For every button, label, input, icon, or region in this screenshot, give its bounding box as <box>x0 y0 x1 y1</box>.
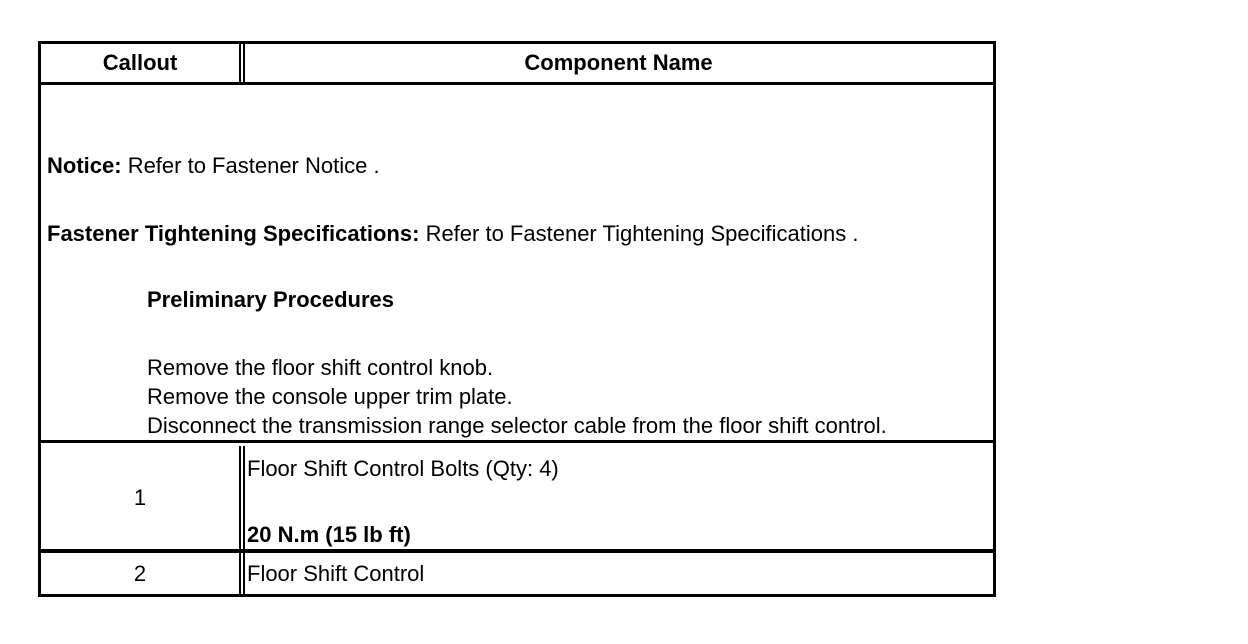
header-component-name: Component Name <box>524 50 713 75</box>
column-divider <box>239 446 241 594</box>
row-torque-spec: 20 N.m (15 lb ft) <box>247 522 411 547</box>
step-item: Remove the floor shift control knob. <box>147 355 494 380</box>
notes-block <box>41 85 993 443</box>
notice-line <box>47 153 380 179</box>
step-item: Remove the console upper trim plate. <box>147 384 513 409</box>
notice-label: Notice: <box>47 153 122 178</box>
spec-line <box>47 221 858 247</box>
header-callout: Callout <box>102 50 178 75</box>
notice-text: Refer to Fastener Notice . <box>127 153 380 178</box>
column-divider <box>243 446 245 594</box>
spec-label: Fastener Tightening Specifications: <box>47 221 420 246</box>
row-callout: 1 <box>133 484 147 510</box>
spec-text: Refer to Fastener Tightening Specifications . <box>425 221 859 246</box>
table-header <box>41 44 993 85</box>
column-divider <box>243 44 245 82</box>
row-component-name: Floor Shift Control <box>247 561 425 586</box>
table-row <box>41 446 993 553</box>
component-table <box>38 41 996 597</box>
column-divider <box>239 44 241 82</box>
row-component-name: Floor Shift Control Bolts (Qty: 4) <box>247 456 559 481</box>
step-item: Disconnect the transmission range selector cable from the floor shift control. <box>147 413 887 438</box>
table-row <box>41 553 993 594</box>
preliminary-title: Preliminary Procedures <box>147 287 395 312</box>
row-callout: 2 <box>133 560 147 586</box>
